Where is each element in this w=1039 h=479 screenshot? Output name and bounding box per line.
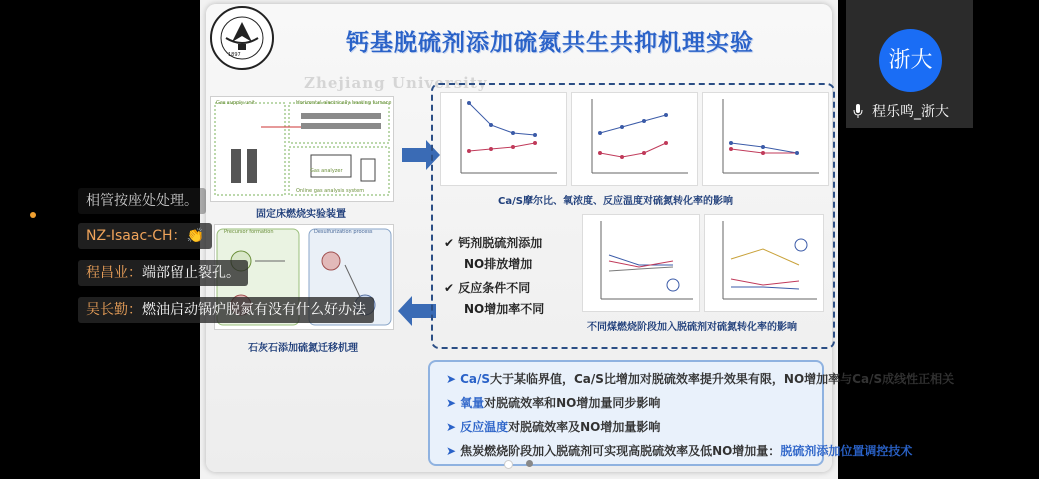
conclusion-1-text: 大于某临界值，Ca/S比增加对脱硫效率提升效果有限，NO增加率与Ca/S成线性正相关	[490, 372, 955, 386]
participant-avatar: 浙大	[879, 29, 942, 92]
live-indicator-icon	[30, 212, 36, 218]
caption-conversion-bottom: 不同煤燃烧阶段加入脱硫剂对硫氮转化率的影响	[587, 322, 797, 333]
chat-sender: 程昌业：	[86, 265, 142, 281]
chat-sender: 吴长勤：	[86, 302, 142, 318]
check-icon: ✔	[444, 236, 459, 250]
university-logo	[210, 6, 274, 70]
conclusion-2-keyword: 氧量	[460, 396, 485, 410]
label-online-system: Online gas analysis system	[296, 188, 365, 194]
chat-message	[78, 223, 212, 249]
check-item-1-line2: NO排放增加	[464, 257, 533, 271]
chat-message	[78, 297, 374, 323]
label-desulfurization: Desulfurization process	[314, 229, 373, 235]
check-item-2	[444, 279, 530, 296]
conclusion-1-keyword: Ca/S	[460, 372, 490, 386]
label-furnace: Horizontal electrically heating furnace	[296, 100, 392, 106]
conclusion-3-keyword: 反应温度	[460, 420, 509, 434]
chart-temperature	[702, 92, 829, 186]
conclusion-3-text: 对脱硫效率及NO增加量影响	[508, 420, 661, 434]
caption-fixed-bed: 固定床燃烧实验装置	[256, 209, 346, 220]
check-item-2-line2: NO增加率不同	[464, 302, 545, 316]
chart-stage-no	[582, 214, 700, 312]
chart-oxygen	[571, 92, 698, 186]
conclusions-box	[428, 360, 955, 466]
conclusion-4	[446, 442, 912, 459]
page-dot-active[interactable]	[504, 460, 513, 469]
participant-name: 程乐鸣_浙大	[872, 104, 949, 120]
fixed-bed-apparatus-diagram	[210, 96, 394, 202]
bullet-icon: ➤	[446, 372, 457, 386]
check-item-2-line1: 反应条件不同	[458, 281, 531, 295]
conclusion-4-text: 焦炭燃烧阶段加入脱硫剂可实现高脱硫效率及低NO增加量：	[460, 444, 781, 458]
arrow-left-icon	[396, 296, 436, 326]
check-icon: ✔	[444, 281, 459, 295]
chat-message-faded: 相管按座处处理。	[78, 188, 206, 214]
page-dot[interactable]	[526, 460, 533, 467]
participant-video-tile[interactable]	[846, 0, 973, 128]
conclusion-2	[446, 394, 660, 411]
label-gas-analyzer: Gas analyzer	[310, 168, 343, 174]
caption-mechanism: 石灰石添加硫氮迁移机理	[248, 343, 358, 354]
check-item-1	[444, 234, 542, 251]
chart-stage-sulfur	[704, 214, 824, 312]
label-precursor: Precursor formation	[224, 229, 274, 235]
chat-text: 👏	[186, 228, 204, 244]
bullet-icon: ➤	[446, 444, 457, 458]
chat-text: 燃油启动锅炉脱氮有没有什么好办法	[142, 302, 366, 318]
conclusion-3	[446, 418, 660, 435]
chat-text: 端部留止裂孔。	[142, 265, 240, 281]
conclusion-4-keyword: 脱硫剂添加位置调控技术	[780, 444, 913, 458]
chart-ca-s-ratio	[440, 92, 567, 186]
check-item-1-line1: 钙剂脱硫剂添加	[458, 236, 543, 250]
label-gas-supply: Gas supply unit	[216, 100, 255, 106]
slide-title: 钙基脱硫剂添加硫氮共生共抑机理实验	[346, 30, 754, 56]
caption-conversion-top: Ca/S摩尔比、氧浓度、反应温度对硫氮转化率的影响	[498, 196, 733, 207]
conclusion-1	[446, 370, 954, 387]
conclusion-2-text: 对脱硫效率和NO增加量同步影响	[484, 396, 661, 410]
bullet-icon: ➤	[446, 420, 457, 434]
microphone-icon	[853, 104, 863, 118]
chat-message	[78, 260, 248, 286]
logo-year: 1897	[228, 52, 241, 58]
bullet-icon: ➤	[446, 396, 457, 410]
chat-sender: NZ-Isaac-CH：	[86, 228, 187, 244]
watermark: Zhejiang University	[304, 74, 488, 92]
